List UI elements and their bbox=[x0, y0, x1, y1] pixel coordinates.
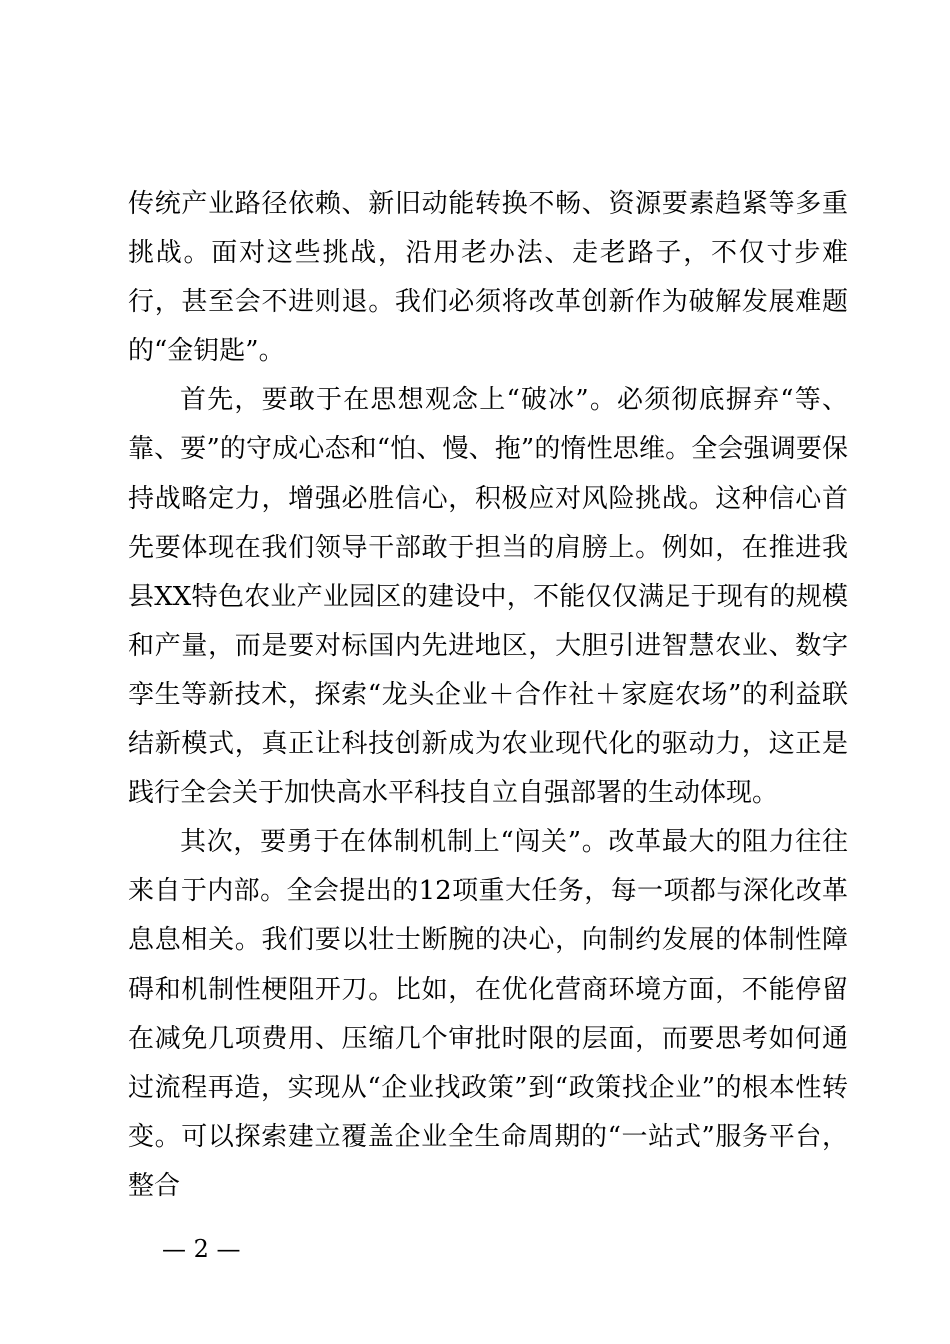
body-text bbox=[128, 180, 848, 1211]
page-number: — 2 — bbox=[162, 1235, 241, 1263]
paragraph-second: 其次，要勇于在体制机制上“闯关”。改革最大的阻力往往来自于内部。全会提出的12项重大任务，每一项都与深化改革息息相关。我们要以壮士断腕的决心，向制约发展的体制性障碍和机制性梗阻开刀。比如，在优化营商环境方面，不能停留在减免几项费用、压缩几个审批时限的层面，而要思考如何通过流程再造，实现从“企业找政策”到“政策找企业”的根本性转变。可以探索建立覆盖企业全生命周期的“一站式”服务平台，整合 bbox=[128, 827, 848, 1201]
paragraph-first: 首先，要敢于在思想观念上“破冰”。必须彻底摒弃“等、靠、要”的守成心态和“怕、慢、拖”的惰性思维。全会强调要保持战略定力，增强必胜信心，积极应对风险挑战。这种信心首先要体现在我们领导干部敢于担当的肩膀上。例如，在推进我县XX特色农业产业园区的建设中，不能仅仅满足于现有的规模和产量，而是要对标国内先进地区，大胆引进智慧农业、数字孪生等新技术，探索“龙头企业＋合作社＋家庭农场”的利益联结新模式，真正让科技创新成为农业现代化的驱动力，这正是践行全会关于加快高水平科技自立自强部署的生动体现。 bbox=[128, 385, 848, 809]
paragraph-continuation: 传统产业路径依赖、新旧动能转换不畅、资源要素趋紧等多重挑战。面对这些挑战，沿用老办法、走老路子，不仅寸步难行，甚至会不进则退。我们必须将改革创新作为破解发展难题的“金钥匙”。 bbox=[128, 189, 848, 367]
